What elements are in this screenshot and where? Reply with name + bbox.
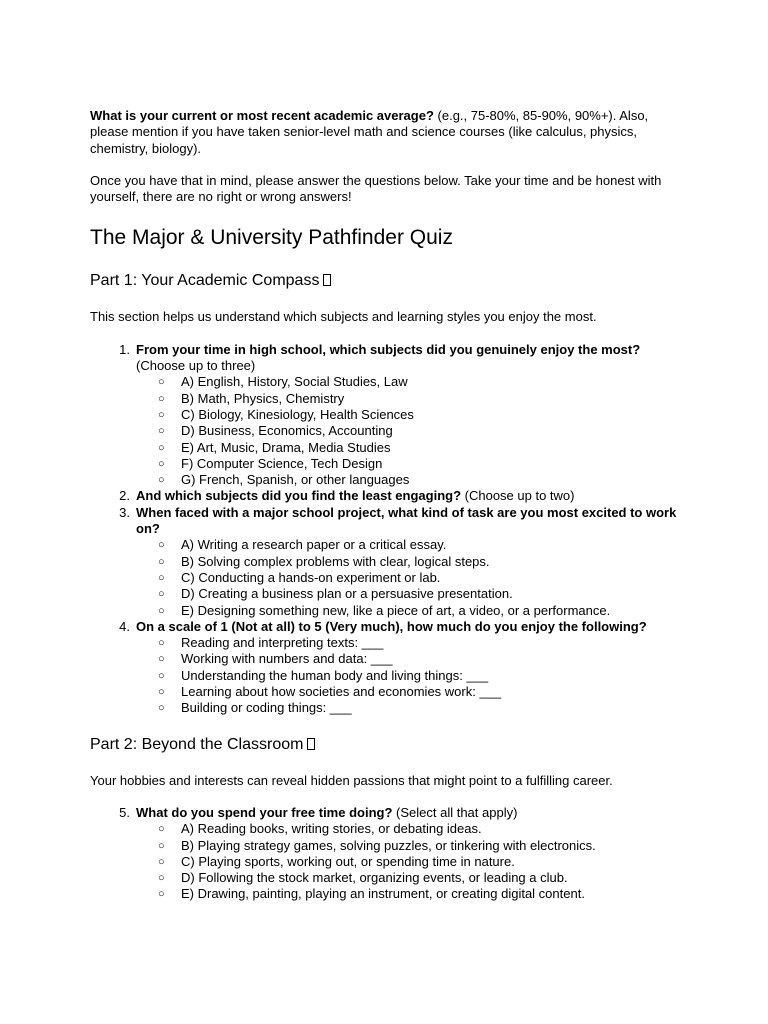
option-item[interactable] [136, 854, 680, 870]
part1-description: This section helps us understand which subjects and learning styles you enjoy the most. [90, 309, 597, 325]
question-number: 4. [119, 618, 130, 634]
question-number: 3. [119, 504, 130, 520]
question-4 [90, 619, 680, 717]
option-label: E) Art, Music, Drama, Media Studies [181, 439, 391, 455]
option-label: C) Playing sports, working out, or spending time in nature. [181, 853, 515, 869]
question-number: 2. [119, 488, 130, 504]
bullet-icon: ○ [158, 539, 165, 552]
rating-label: Learning about how societies and economies work: ___ [181, 684, 502, 700]
option-label: E) Drawing, painting, playing an instrument, or creating digital content. [181, 886, 585, 902]
question-5 [90, 805, 680, 903]
bullet-icon: ○ [158, 441, 165, 454]
question-4-options [136, 635, 680, 716]
option-label: D) Creating a business plan or a persuasive presentation. [181, 586, 513, 602]
question-number: 5. [119, 804, 130, 820]
option-label: D) Following the stock market, organizing events, or leading a club. [181, 870, 568, 886]
option-item[interactable] [136, 586, 680, 602]
option-item[interactable] [136, 537, 680, 553]
option-item[interactable] [136, 472, 680, 488]
question-3-options [136, 537, 680, 618]
option-item[interactable] [136, 456, 680, 472]
rating-item[interactable] [136, 635, 680, 651]
part1-title-text: Part 1: Your Academic Compass [90, 272, 320, 290]
missing-glyph-icon [323, 274, 331, 286]
bullet-icon: ○ [158, 855, 165, 868]
option-label: A) English, History, Social Studies, Law [181, 374, 408, 390]
rating-item[interactable] [136, 700, 680, 716]
option-label: A) Reading books, writing stories, or debating ideas. [181, 821, 482, 837]
bullet-icon: ○ [158, 588, 165, 601]
option-item[interactable] [136, 570, 680, 586]
missing-glyph-icon [307, 738, 315, 750]
bullet-icon: ○ [158, 839, 165, 852]
part2-title-text: Part 2: Beyond the Classroom [90, 735, 304, 753]
bullet-icon: ○ [158, 474, 165, 487]
option-label: F) Computer Science, Tech Design [181, 455, 383, 471]
option-label: G) French, Spanish, or other languages [181, 472, 410, 488]
bullet-icon: ○ [158, 408, 165, 421]
bullet-icon: ○ [158, 702, 165, 715]
part2-questions [90, 805, 680, 903]
bullet-icon: ○ [158, 637, 165, 650]
bullet-icon: ○ [158, 888, 165, 901]
question-text: When faced with a major school project, what kind of task are you most excited to work on? [136, 504, 677, 537]
question-number: 1. [119, 341, 130, 357]
intro-question-rest: (e.g., 75-80%, 85-90%, 90%+). Also, please mention if you have taken senior-level math and science courses (like calculus, physics, chemistry, biology). [90, 108, 649, 156]
rating-item[interactable] [136, 684, 680, 700]
question-2 [90, 488, 680, 504]
part1-questions [90, 342, 680, 717]
intro-question [90, 108, 680, 157]
question-1-options [136, 374, 680, 488]
rating-label: Understanding the human body and living things: ___ [181, 667, 489, 683]
option-label: A) Writing a research paper or a critical essay. [181, 537, 447, 553]
question-hint: (Choose up to two) [461, 488, 575, 504]
intro-instructions: Once you have that in mind, please answer the questions below. Take your time and be honest with yourself, there are no right or wrong answers! [90, 172, 662, 205]
question-5-options [136, 821, 680, 902]
option-label: E) Designing something new, like a piece of art, a video, or a performance. [181, 602, 611, 618]
question-hint: (Choose up to three) [136, 358, 256, 374]
option-item[interactable] [136, 870, 680, 886]
option-item[interactable] [136, 374, 680, 390]
bullet-icon: ○ [158, 376, 165, 389]
rating-label: Working with numbers and data: ___ [181, 651, 393, 667]
part2-title [90, 735, 680, 755]
rating-item[interactable] [136, 668, 680, 684]
option-label: B) Math, Physics, Chemistry [181, 390, 345, 406]
question-hint: (Select all that apply) [392, 804, 518, 820]
question-text: On a scale of 1 (Not at all) to 5 (Very much), how much do you enjoy the following? [136, 618, 647, 634]
bullet-icon: ○ [158, 823, 165, 836]
part2-description: Your hobbies and interests can reveal hidden passions that might point to a fulfilling career. [90, 772, 613, 788]
quiz-title: The Major & University Pathfinder Quiz [90, 226, 453, 250]
option-item[interactable] [136, 603, 680, 619]
question-3 [90, 505, 680, 619]
question-text: What do you spend your free time doing? [136, 804, 393, 820]
option-label: C) Biology, Kinesiology, Health Sciences [181, 406, 414, 422]
part1-title [90, 271, 680, 291]
bullet-icon: ○ [158, 604, 165, 617]
bullet-icon: ○ [158, 392, 165, 405]
option-label: B) Playing strategy games, solving puzzles, or tinkering with electronics. [181, 837, 596, 853]
option-item[interactable] [136, 423, 680, 439]
rating-label: Reading and interpreting texts: ___ [181, 635, 384, 651]
question-1 [90, 342, 680, 489]
option-label: D) Business, Economics, Accounting [181, 423, 393, 439]
option-item[interactable] [136, 838, 680, 854]
bullet-icon: ○ [158, 872, 165, 885]
bullet-icon: ○ [158, 669, 165, 682]
question-text: And which subjects did you find the least engaging? [136, 488, 462, 504]
option-item[interactable] [136, 821, 680, 837]
document-page [90, 108, 680, 903]
option-item[interactable] [136, 407, 680, 423]
intro-question-bold: What is your current or most recent academic average? [90, 108, 434, 123]
bullet-icon: ○ [158, 653, 165, 666]
option-label: B) Solving complex problems with clear, logical steps. [181, 553, 490, 569]
option-item[interactable] [136, 886, 680, 902]
option-item[interactable] [136, 440, 680, 456]
rating-item[interactable] [136, 651, 680, 667]
question-text: From your time in high school, which subjects did you genuinely enjoy the most? [136, 341, 641, 357]
bullet-icon: ○ [158, 457, 165, 470]
option-item[interactable] [136, 554, 680, 570]
rating-label: Building or coding things: ___ [181, 700, 352, 716]
bullet-icon: ○ [158, 571, 165, 584]
option-item[interactable] [136, 391, 680, 407]
bullet-icon: ○ [158, 686, 165, 699]
option-label: C) Conducting a hands-on experiment or lab. [181, 569, 441, 585]
bullet-icon: ○ [158, 555, 165, 568]
bullet-icon: ○ [158, 425, 165, 438]
